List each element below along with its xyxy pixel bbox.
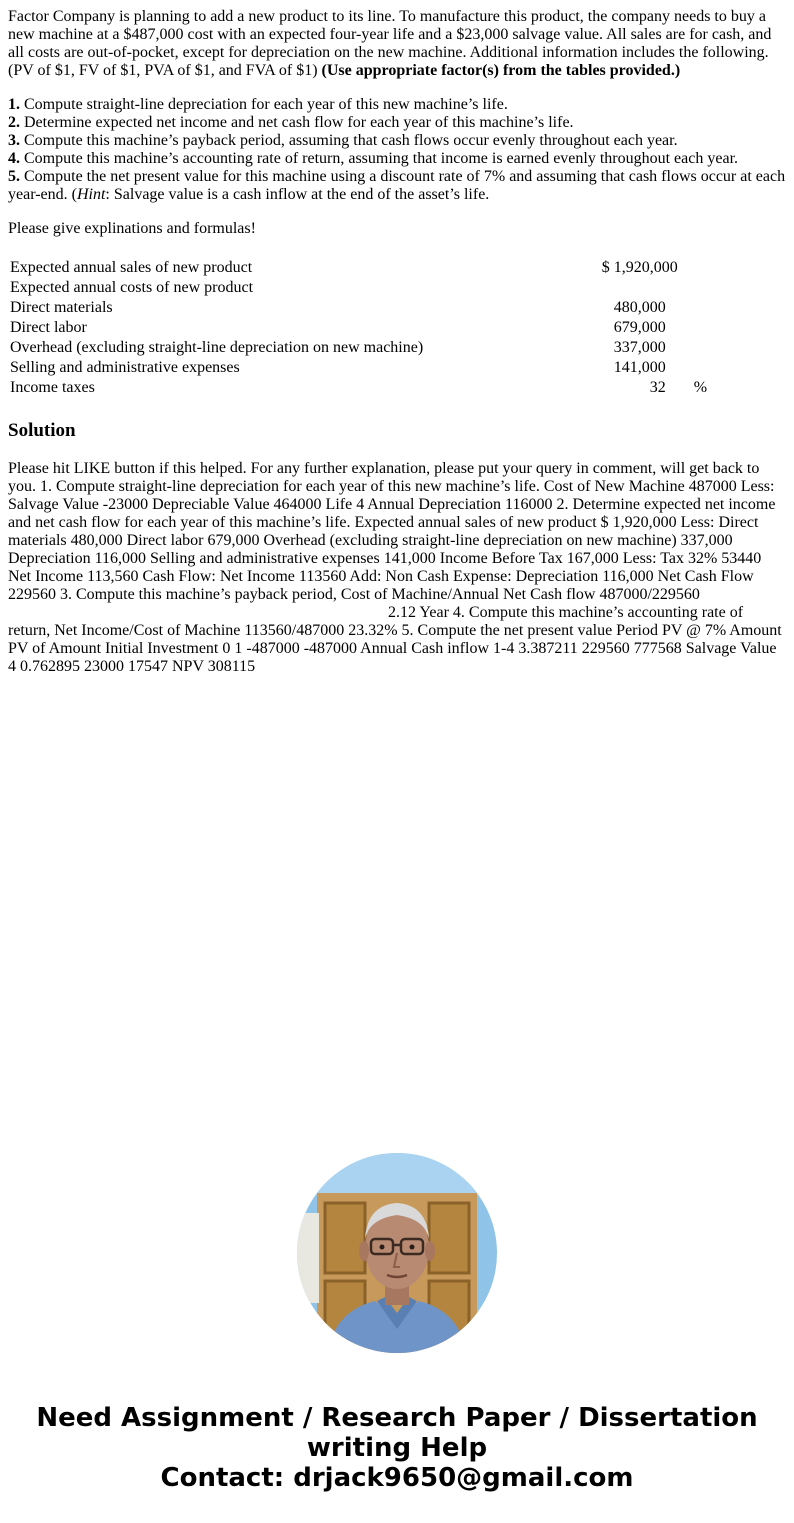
row-value: $ 1,920,000	[601, 259, 678, 276]
row-value: 480,000	[613, 299, 666, 316]
table-row	[10, 338, 732, 358]
task-number: 5.	[8, 168, 20, 185]
table-row	[10, 278, 732, 298]
row-value: 32	[649, 379, 666, 396]
author-portrait-image	[297, 1153, 497, 1353]
table-row	[10, 378, 732, 398]
solution-text-part1: Please hit LIKE button if this helped. For any further explanation, please put your query in comment, will get back to you. 1. Compute straight-line depreciation for each year of this new machine’s life. Cost of New Machine 487000 Less: Salvage Value -23000 Depreciable Value 464000 Life 4 Annual Depreciation 116000 2. Determine expected net income and net cash flow for each year of this machine’s life. Expected annual sales of new product $ 1,920,000 Less: Direct materials 480,000 Direct labor 679,000 Overhead (excluding straight-line depreciation on new machine) 337,000 Depreciation 116,000 Selling and administrative expenses 141,000 Income Before Tax 167,000 Less: Tax 32% 53440 Net Income 113,560 Cash Flow: Net Income 113560 Add: Non Cash Expense: Depreciation 116,000 Net Cash Flow 229560 3. Compute this machine’s payback period, Cost of Machine/Annual Net Cash flow 487000/229560	[8, 460, 776, 603]
task-item	[8, 96, 788, 114]
data-table	[10, 258, 732, 398]
solution-body	[8, 460, 788, 676]
question-intro	[8, 8, 788, 80]
task-list	[8, 96, 788, 204]
row-value: 337,000	[613, 339, 666, 356]
task-item	[8, 168, 788, 204]
task-number: 4.	[8, 150, 20, 167]
row-value	[602, 278, 680, 298]
table-row	[10, 318, 732, 338]
request-text: Please give explinations and formulas!	[8, 220, 256, 237]
solution-text-part2: 2.12 Year 4. Compute this machine’s accounting rate of return, Net Income/Cost of Machine 113560/487000 23.32% 5. Compute the net present value Period PV @ 7% Amount PV of Amount Initial Investment 0 1 -487000 -487000 Annual Cash inflow 1-4 3.387211 229560 777568 Salvage Value 4 0.762895 23000 17547 NPV 308115	[8, 604, 782, 675]
table-row	[10, 258, 732, 278]
intro-bold-note: (Use appropriate factor(s) from the tables provided.)	[321, 62, 681, 79]
promo-contact: Contact: drjack9650@gmail.com	[160, 1463, 634, 1493]
row-unit	[680, 338, 732, 358]
row-label: Expected annual sales of new product	[10, 259, 253, 276]
task-item	[8, 132, 788, 150]
task-text: Compute the net present value for this machine using a discount rate of 7% and assuming that cash flows occur at each year-end. (	[8, 168, 786, 203]
task-item	[8, 114, 788, 132]
row-unit	[680, 318, 732, 338]
author-photo	[297, 1153, 497, 1353]
document	[8, 8, 788, 676]
task-text: Compute straight-line depreciation for each year of this new machine’s life.	[20, 96, 508, 113]
solution-heading: Solution	[8, 420, 76, 441]
row-unit	[680, 298, 732, 318]
row-label: Expected annual costs of new product	[10, 279, 254, 296]
promo-footer	[0, 1403, 794, 1493]
row-value: 141,000	[613, 359, 666, 376]
hint-label: Hint	[76, 186, 106, 203]
row-unit	[680, 258, 732, 278]
row-label: Income taxes	[10, 379, 95, 396]
task-text: Compute this machine’s payback period, assuming that cash flows occur evenly throughout each year.	[20, 132, 678, 149]
row-unit	[680, 278, 732, 298]
task-text: Compute this machine’s accounting rate of return, assuming that income is earned evenly throughout each year.	[20, 150, 739, 167]
task-text: Determine expected net income and net cash flow for each year of this machine’s life.	[20, 114, 574, 131]
hint-text: : Salvage value is a cash inflow at the end of the asset’s life.	[105, 186, 490, 203]
promo-line-2: writing Help	[306, 1433, 488, 1463]
row-value: 679,000	[613, 319, 666, 336]
intro-text: Factor Company is planning to add a new product to its line. To manufacture this product, the company needs to buy a new machine at a $487,000 cost with an expected four-year life and a $23,000 salvage value. All sales are for cash, and all costs are out-of-pocket, except for depreciation on the new machine. Additional information includes the following. (PV of $1, FV of $1, PVA of $1, and FVA of $1)	[8, 8, 772, 79]
row-label: Direct labor	[10, 319, 87, 336]
task-number: 2.	[8, 114, 20, 131]
row-label: Selling and administrative expenses	[10, 359, 240, 376]
task-number: 3.	[8, 132, 20, 149]
row-label: Overhead (excluding straight-line depreciation on new machine)	[10, 339, 424, 356]
task-number: 1.	[8, 96, 20, 113]
row-unit	[680, 358, 732, 378]
task-item	[8, 150, 788, 168]
table-row	[10, 298, 732, 318]
row-unit: %	[693, 379, 708, 396]
table-row	[10, 358, 732, 378]
row-label: Direct materials	[10, 299, 113, 316]
promo-line-1: Need Assignment / Research Paper / Dissertation	[36, 1403, 758, 1433]
